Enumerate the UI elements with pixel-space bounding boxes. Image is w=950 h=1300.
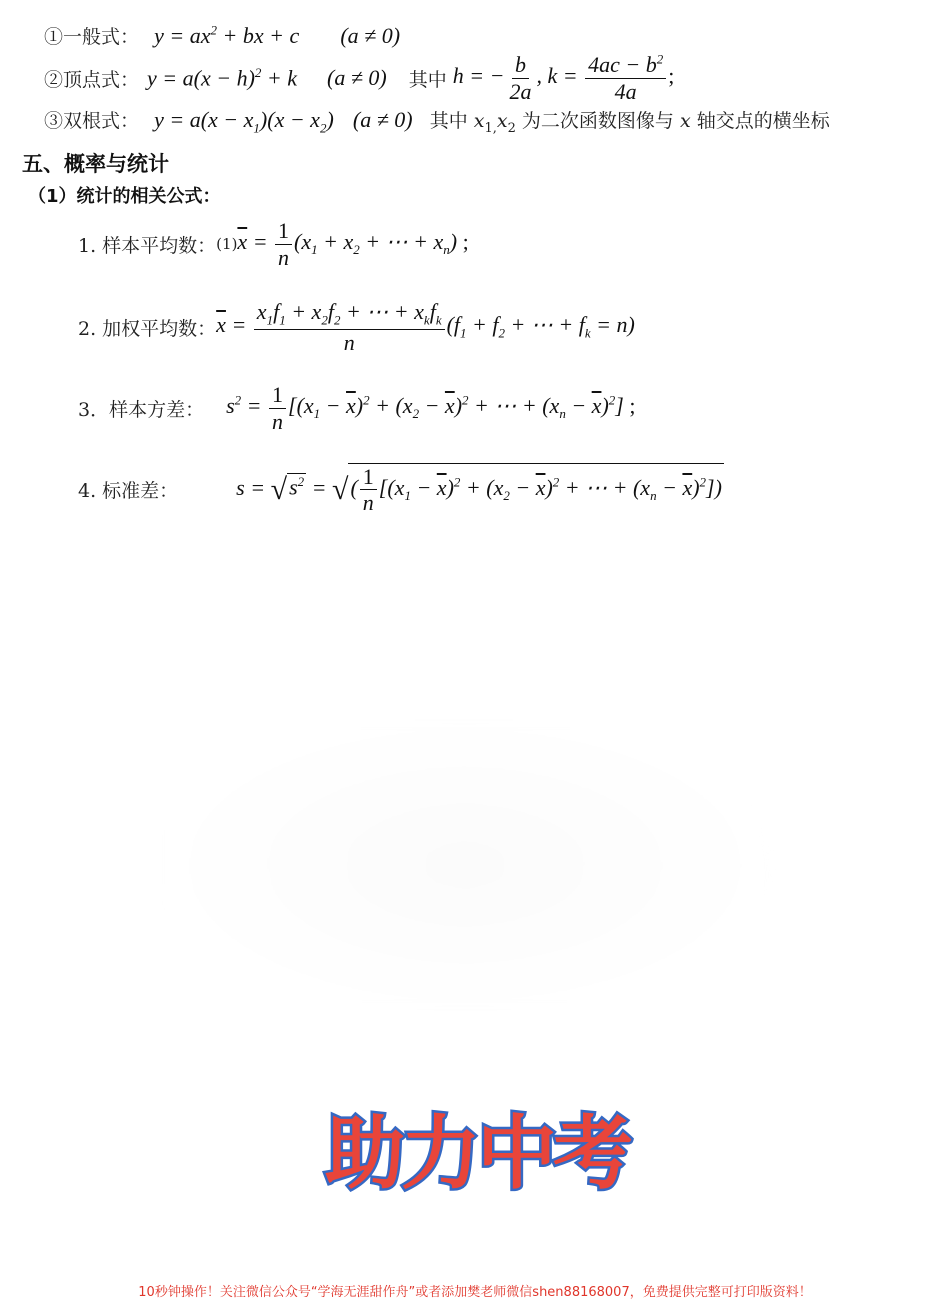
roots-form-formula: $y = a(x - x_1)(x - x_2)$ [154,107,334,136]
roots-form-label: ③双根式： [44,110,140,132]
general-form-condition: (a ≠ 0) [340,23,401,48]
roots-form-note: 其中 $x_{1,}x_2$ 为二次函数图像与 x 轴交点的横坐标 [429,110,830,136]
roots-form-condition: (a ≠ 0) [352,107,413,132]
stddev-label: 4. 标准差： [78,479,179,502]
vertex-note-prefix: 其中 [408,68,447,91]
variance-row [78,376,635,440]
sample-mean-label: 1. 样本平均数： [78,234,217,257]
blurred-region [150,715,780,1015]
k-numerator: $4ac - b^2$ [585,52,666,78]
sample-mean-prefix: (1) [216,235,238,253]
weighted-mean-row [78,294,635,360]
vertex-form-label: ②顶点式： [44,68,140,91]
vertex-form-condition: (a ≠ 0) [327,65,387,90]
zhongkao-stamp: 助力中考 [325,1106,629,1200]
stddev-row [78,454,724,524]
section-title: 五、概率与统计 [22,152,169,176]
vertex-form-formula: $y = a(x - h)^2 + k$ [147,64,298,91]
variance-formula: $s^2$ = $\frac{1}{n}$ [$(x_1 - \overline{x})^2 + (x_2 - \overline{x})^2$ + ⋯ + $(x_n - \overline{x})^2$] ; [226,382,636,434]
footer-notice: 10秒钟操作！关注微信公众号“学海无涯甜作舟”或者添加樊老师微信shen88168007，免费提供完整可打印版资料！ [138,1285,812,1300]
h-denominator: 2a [509,78,532,104]
sample-mean-row [78,212,469,276]
weighted-mean-formula: $\overline{x}$ = $\frac{x_1f_1 + x_2f_2 + \cdots + x_kf_k}{n}$ ($f_1 + f_2$ + ⋯ + $f_k = n$) [216,299,635,355]
k-denominator: 4a [614,78,637,104]
variance-label: 3．样本方差： [78,398,205,421]
section-subtitle: （1）统计的相关公式： [28,186,221,207]
roots-form-row [44,106,830,136]
weighted-mean-label: 2. 加权平均数： [78,317,217,340]
general-form-row [44,22,400,49]
h-numerator: b [512,52,529,78]
sample-mean-formula: $\overline{x}$ = $\frac{1}{n}$ ($x_1 + x_2$ + ⋯ + $x_n$) ; [237,218,469,270]
stddev-formula: $s = √s^2$ = √( $\frac{1}{n}$ [$(x_1 - \overline{x})^2 + (x_2 - \overline{x})^2$ + ⋯ + $(x_n - \overline{x})^2$]) [236,463,722,515]
vertex-form-row [44,48,674,108]
general-form-formula: $y = ax^2$ + bx + c [154,22,300,48]
vertex-h-expression: h = − $\frac{b}{2a}$ , k = $\frac{4ac - b^2}{4a}$ ; [452,51,675,104]
general-form-label: ①一般式： [44,26,140,48]
